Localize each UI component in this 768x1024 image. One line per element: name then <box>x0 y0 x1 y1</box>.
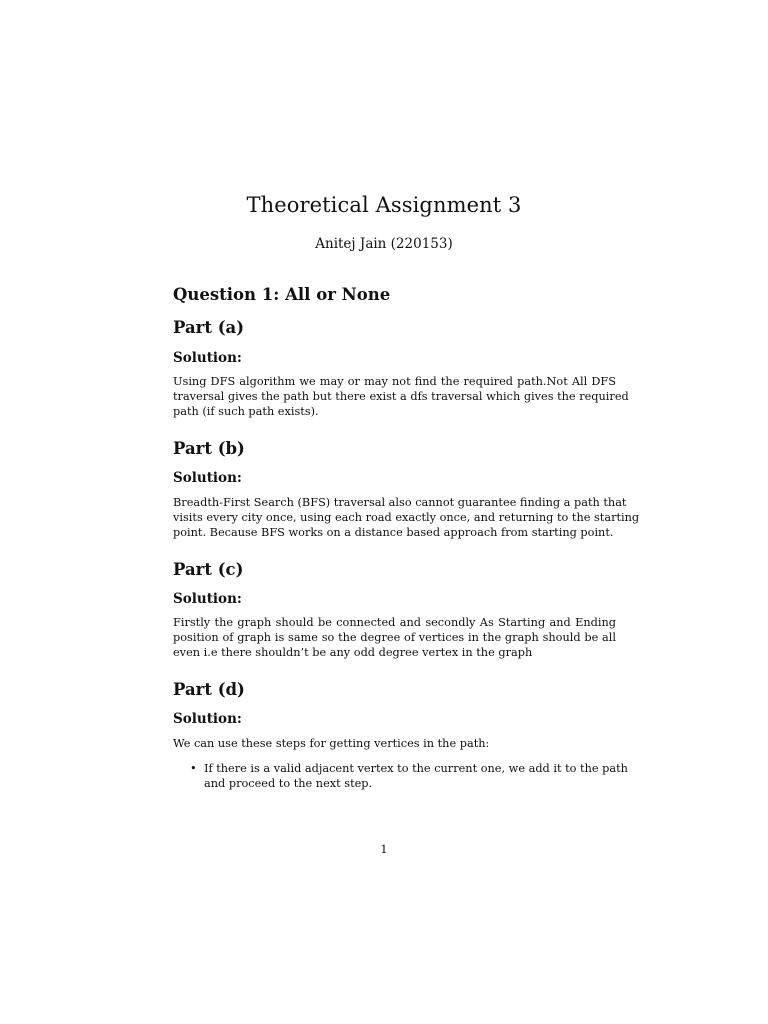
part-d-bullet-list <box>190 761 628 791</box>
part-a-solution-label: Solution: <box>173 350 242 366</box>
page-number: 1 <box>380 843 388 856</box>
part-a-solution-text <box>173 374 629 419</box>
text-line: position of graph is same so the degree of vertices in the graph should be all <box>173 631 616 644</box>
document-title: Theoretical Assignment 3 <box>246 193 522 217</box>
part-d-solution-text <box>173 736 616 751</box>
text-line: and proceed to the next step. <box>204 777 373 790</box>
part-c-heading: Part (c) <box>173 560 244 579</box>
text-line: We can use these steps for getting vertices in the path: <box>173 737 490 750</box>
part-b-heading: Part (b) <box>173 439 245 458</box>
bullet-icon: • <box>190 762 197 775</box>
text-line: If there is a valid adjacent vertex to the current one, we add it to the path <box>204 762 628 775</box>
part-a-heading: Part (a) <box>173 318 245 337</box>
text-line: Firstly the graph should be connected and secondly As Starting and Ending <box>173 616 616 629</box>
list-item <box>190 761 628 791</box>
text-line: traversal gives the path but there exist a dfs traversal which gives the required <box>173 390 629 403</box>
text-line: visits every city once, using each road exactly once, and returning to the starting <box>173 511 640 524</box>
text-line: Using DFS algorithm we may or may not find the required path.Not All DFS <box>173 375 616 388</box>
part-d-heading: Part (d) <box>173 680 245 699</box>
text-line: path (if such path exists). <box>173 405 319 418</box>
part-c-solution-text <box>173 615 616 660</box>
part-b-solution-label: Solution: <box>173 470 242 486</box>
text-line: Breadth-First Search (BFS) traversal also cannot guarantee finding a path that <box>173 496 627 509</box>
text-line: even i.e there shouldn’t be any odd degree vertex in the graph <box>173 646 533 659</box>
part-c-solution-label: Solution: <box>173 591 242 607</box>
document-author: Anitej Jain (220153) <box>315 236 453 252</box>
text-line: point. Because BFS works on a distance based approach from starting point. <box>173 526 614 539</box>
part-b-solution-text <box>173 495 640 540</box>
part-d-solution-label: Solution: <box>173 711 242 727</box>
question-heading: Question 1: All or None <box>173 285 391 304</box>
